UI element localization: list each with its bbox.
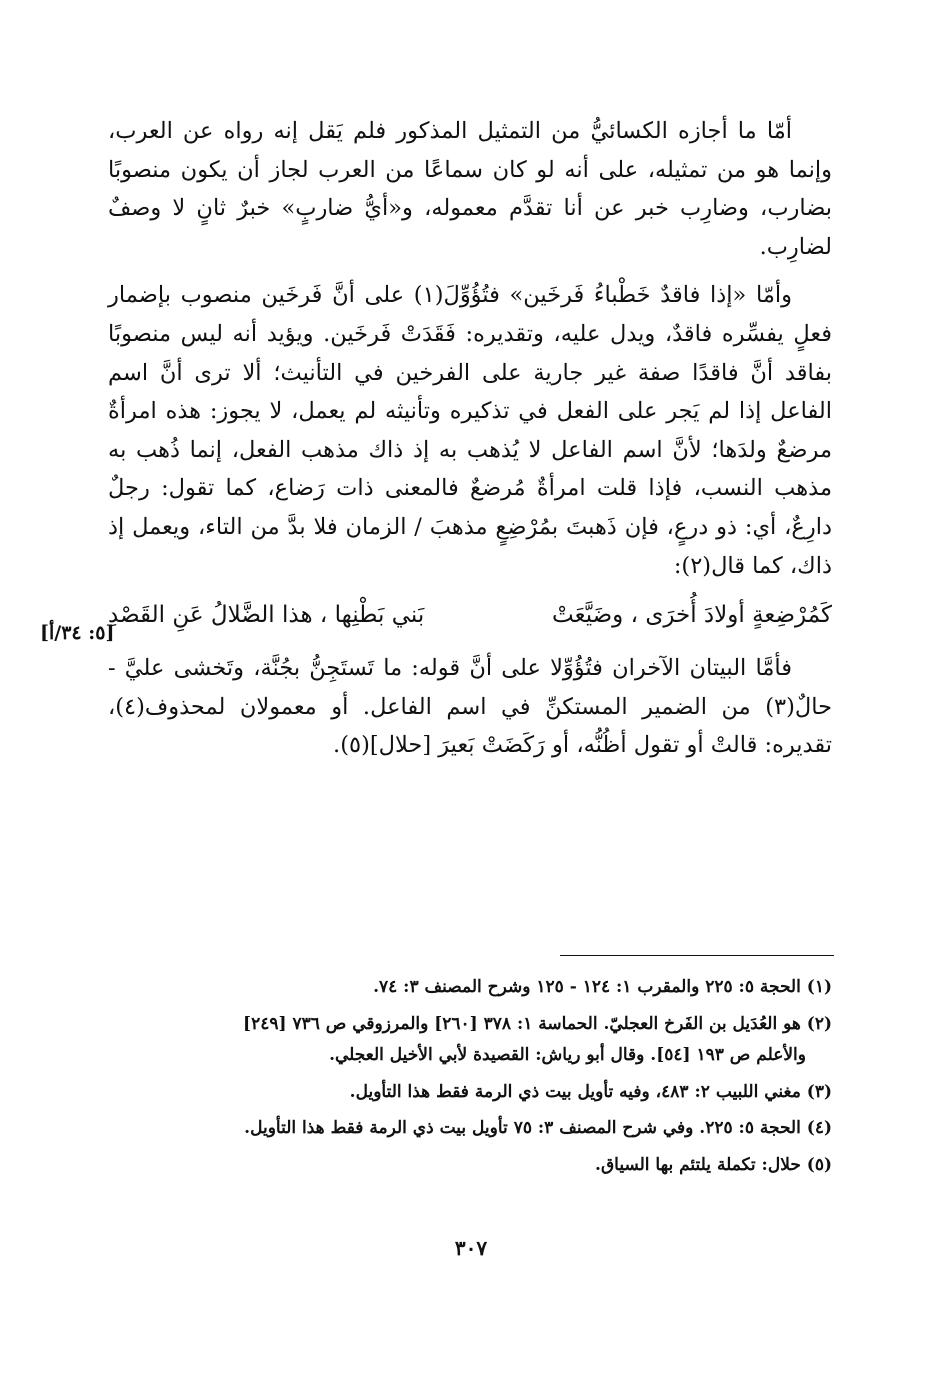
paragraph-text: وأمّا «إذا فاقدٌ خَطْباءُ فَرخَين» فتُؤُوِّلَ(١) على أنَّ فَرخَين منصوب بإضمار فعلٍ يفسِّره فاقدٌ، ويدل عليه، وتقديره: فَقَدَتْ فَرخَين. ويؤيد أنه ليس منصوبًا بفاقد أنَّ فاقدًا صفة غير جارية على الفرخين في التأنيث؛ ألا ترى أنَّ اسم الفاعل إذا لم يَجر على الفعل في تذكيره وتأنيثه لم يعمل، لا يجوز: هذه امرأةٌ مرضعٌ ولدَها؛ لأنَّ اسم الفاعل لا يُذهب به إذ ذاك مذهب الفعل، إنما ذُهب به مذهب النسب، فإذا قلت امرأةٌ مُرضعٌ فالمعنى ذات رَضاع، كما تقول: رجلٌ دارِعٌ، أي: ذو درعٍ، فإن ذَهبتَ بمُرْضِعٍ مذهبَ / الزمان فلا بدَّ من التاء، ويعمل إذ ذاك، كما قال(٢): — [108, 282, 832, 579]
footnote-divider — [560, 955, 834, 956]
verse-first-hemistich: كَمُرْضِعةٍ أولادَ أُخرَى ، وضَيَّعَتْ — [552, 602, 832, 629]
footnotes — [108, 972, 832, 1186]
paragraph-text: أمّا ما أجازه الكسائيُّ من التمثيل المذكور فلم يَقل إنه رواه عن العرب، وإنما هو من تمثيله، على أنه لو كان سماعًا من العرب لجاز أن يكون منصوبًا بضارب، وضارِب خبر عن أنا تقدَّم معموله، و«أيُّ ضاربٍ» خبرٌ ثانٍ لا وصفٌ لضارِب. — [108, 118, 832, 260]
footnote-4: (٤) الحجة ٥: ٢٢٥. وفي شرح المصنف ٣: ٧٥ تأويل بيت ذي الرمة فقط هذا التأويل. — [244, 1118, 832, 1138]
paragraph-1 — [108, 112, 832, 266]
footnote-3: (٣) مغني اللبيب ٢: ٤٨٣، وفيه تأويل بيت ذي الرمة فقط هذا التأويل. — [349, 1081, 832, 1102]
footnote-5: (٥) حلال: تكملة يلتئم بها السياق. — [595, 1154, 832, 1175]
paragraph-2 — [108, 276, 832, 585]
paragraph-text: فأمَّا البيتان الآخران فتُؤُوِّلا على أنَّ قوله: ما تَستَجِنُّ بجُنَّة، وتَخشى عليَّ - حالٌ(٣) من الضمير المستكنِّ في اسم الفاعل. أو معمولان لمحذوف(٤)، تقديره: قالتْ أو تقول أظُنُّه، أو رَكَضَتْ بَعيرَ [حلال](٥). — [108, 655, 832, 759]
main-text — [108, 112, 832, 775]
footnote-2-line-1: (٢) هو العُدَيل بن الفَرخ العجليّ. الحماسة ١: ٣٧٨ [٢٦٠] والمرزوقي ص ٧٣٦ [٢٤٩] — [243, 1013, 832, 1034]
footnote-2-continuation: والأعلم ص ١٩٣ [٥٤]. وقال أبو رياش: القصيدة لأبي الأخيل العجلي. — [329, 1045, 806, 1065]
paragraph-3 — [108, 649, 832, 765]
verse-second-hemistich: بَني بَطْنِها ، هذا الضَّلالُ عَنِ القَصْدِ — [108, 602, 425, 629]
footnote-2 — [108, 1009, 832, 1072]
footnote-1: (١) الحجة ٥: ٢٢٥ والمقرب ١: ١٢٤ - ١٢٥ وشرح المصنف ٣: ٧٤. — [373, 977, 832, 997]
margin-reference: [٥: ٣٤/أ] — [40, 622, 115, 644]
poetry-verse — [108, 595, 832, 635]
page-number: ٣٠٧ — [454, 1236, 488, 1260]
